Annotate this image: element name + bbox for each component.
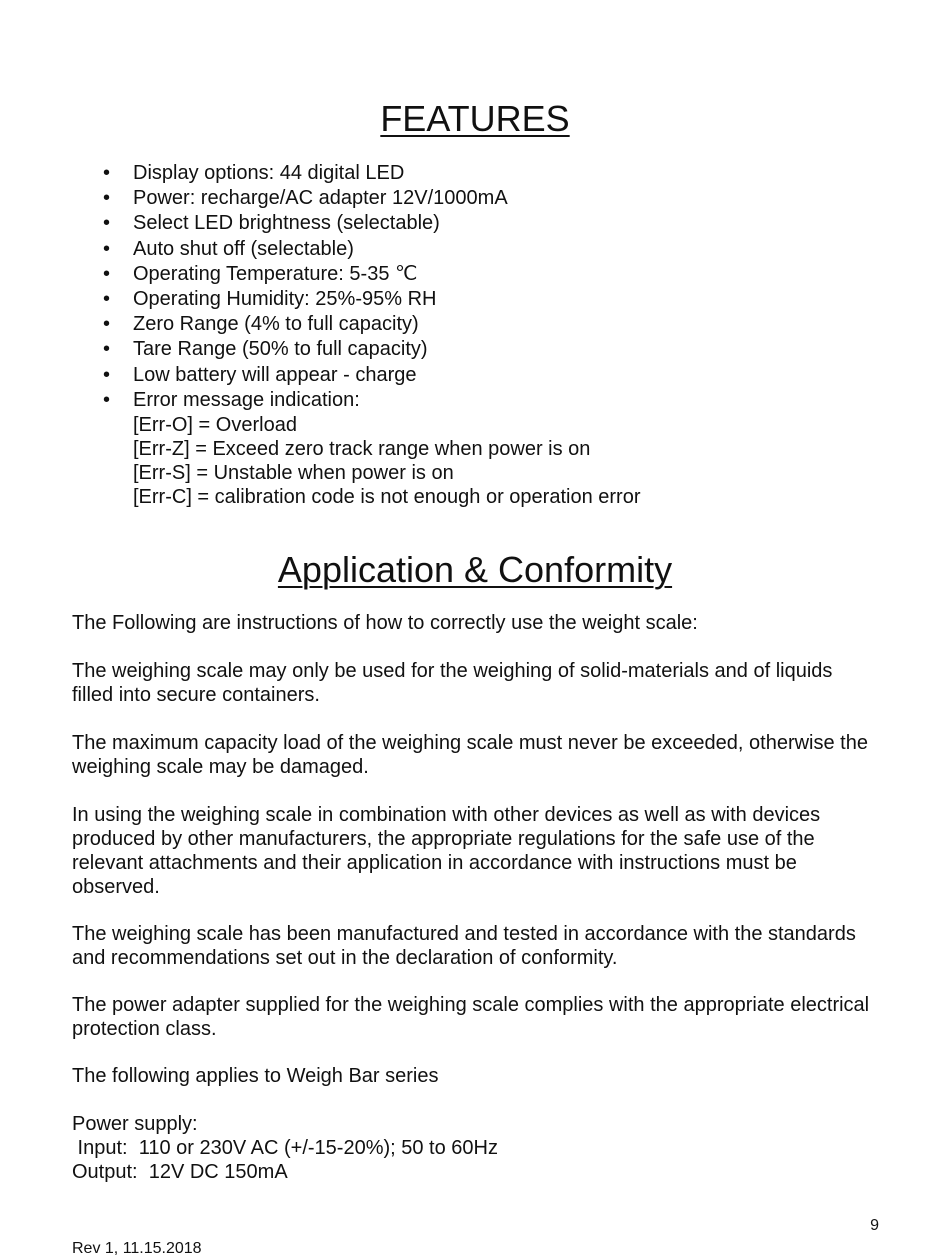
power-supply-label: Power supply: <box>72 1113 198 1135</box>
feature-text: Low battery will appear - charge <box>133 363 417 386</box>
feature-item <box>0 211 508 236</box>
feature-text: Tare Range (50% to full capacity) <box>133 338 428 361</box>
feature-item <box>0 388 508 413</box>
devices-paragraph: In using the weighing scale in combination with other devices as well as with devices produced by other manufacturers, the appropriate regulations for the safe use of the relevant attachments and their application in accordance with instructions must be observed. <box>72 804 821 898</box>
feature-item <box>0 161 508 186</box>
feature-text: Operating Temperature: 5-35 ℃ <box>133 262 418 285</box>
bullet-glyph: • <box>103 212 111 235</box>
error-code-line: [Err-Z] = Exceed zero track range when power is on <box>133 438 591 460</box>
feature-item <box>0 262 508 287</box>
feature-text: Error message indication: <box>133 388 360 411</box>
bullet-glyph: • <box>103 237 111 260</box>
features-list <box>0 161 508 413</box>
page-number: 9 <box>870 1217 879 1234</box>
feature-item <box>0 237 508 262</box>
error-code-list <box>133 413 641 509</box>
intro-paragraph: The Following are instructions of how to correctly use the weight scale: <box>72 612 698 634</box>
feature-text: Select LED brightness (selectable) <box>133 212 440 235</box>
feature-item <box>0 363 508 388</box>
applies-paragraph: The following applies to Weigh Bar series <box>72 1065 439 1087</box>
bullet-glyph: • <box>103 187 111 210</box>
feature-item <box>0 312 508 337</box>
error-code-line: [Err-C] = calibration code is not enough or operation error <box>133 486 641 508</box>
feature-text: Zero Range (4% to full capacity) <box>133 313 419 336</box>
power-supply-block <box>72 1112 498 1184</box>
application-heading: Application & Conformity <box>277 549 673 590</box>
feature-item <box>0 287 508 312</box>
revision-note: Rev 1, 11.15.2018 <box>72 1240 202 1257</box>
error-code-line: [Err-O] = Overload <box>133 414 297 436</box>
bullet-glyph: • <box>103 288 111 311</box>
feature-item <box>0 186 508 211</box>
feature-item <box>0 337 508 362</box>
features-heading: FEATURES <box>380 98 570 139</box>
feature-text: Power: recharge/AC adapter 12V/1000mA <box>133 187 508 210</box>
capacity-paragraph: The maximum capacity load of the weighing scale must never be exceeded, otherwise the weighing scale may be damaged. <box>72 732 868 778</box>
standards-paragraph: The weighing scale has been manufactured and tested in accordance with the standards and recommendations set out in the declaration of conformity. <box>72 923 856 969</box>
feature-text: Operating Humidity: 25%-95% RH <box>133 288 437 311</box>
bullet-glyph: • <box>103 162 111 184</box>
adapter-paragraph: The power adapter supplied for the weighing scale complies with the appropriate electrical protection class. <box>72 994 870 1040</box>
bullet-glyph: • <box>103 363 111 386</box>
power-output-line: Output: 12V DC 150mA <box>72 1161 288 1183</box>
error-code-line: [Err-S] = Unstable when power is on <box>133 462 454 484</box>
feature-text: Display options: 44 digital LED <box>133 162 405 184</box>
power-input-line: Input: 110 or 230V AC (+/-15-20%); 50 to 60Hz <box>72 1137 498 1159</box>
bullet-glyph: • <box>103 313 111 336</box>
usage-paragraph: The weighing scale may only be used for the weighing of solid-materials and of liquids filled into secure containers. <box>72 660 833 706</box>
bullet-glyph: • <box>103 388 111 411</box>
feature-text: Auto shut off (selectable) <box>133 237 354 260</box>
bullet-glyph: • <box>103 262 111 285</box>
bullet-glyph: • <box>103 338 111 361</box>
